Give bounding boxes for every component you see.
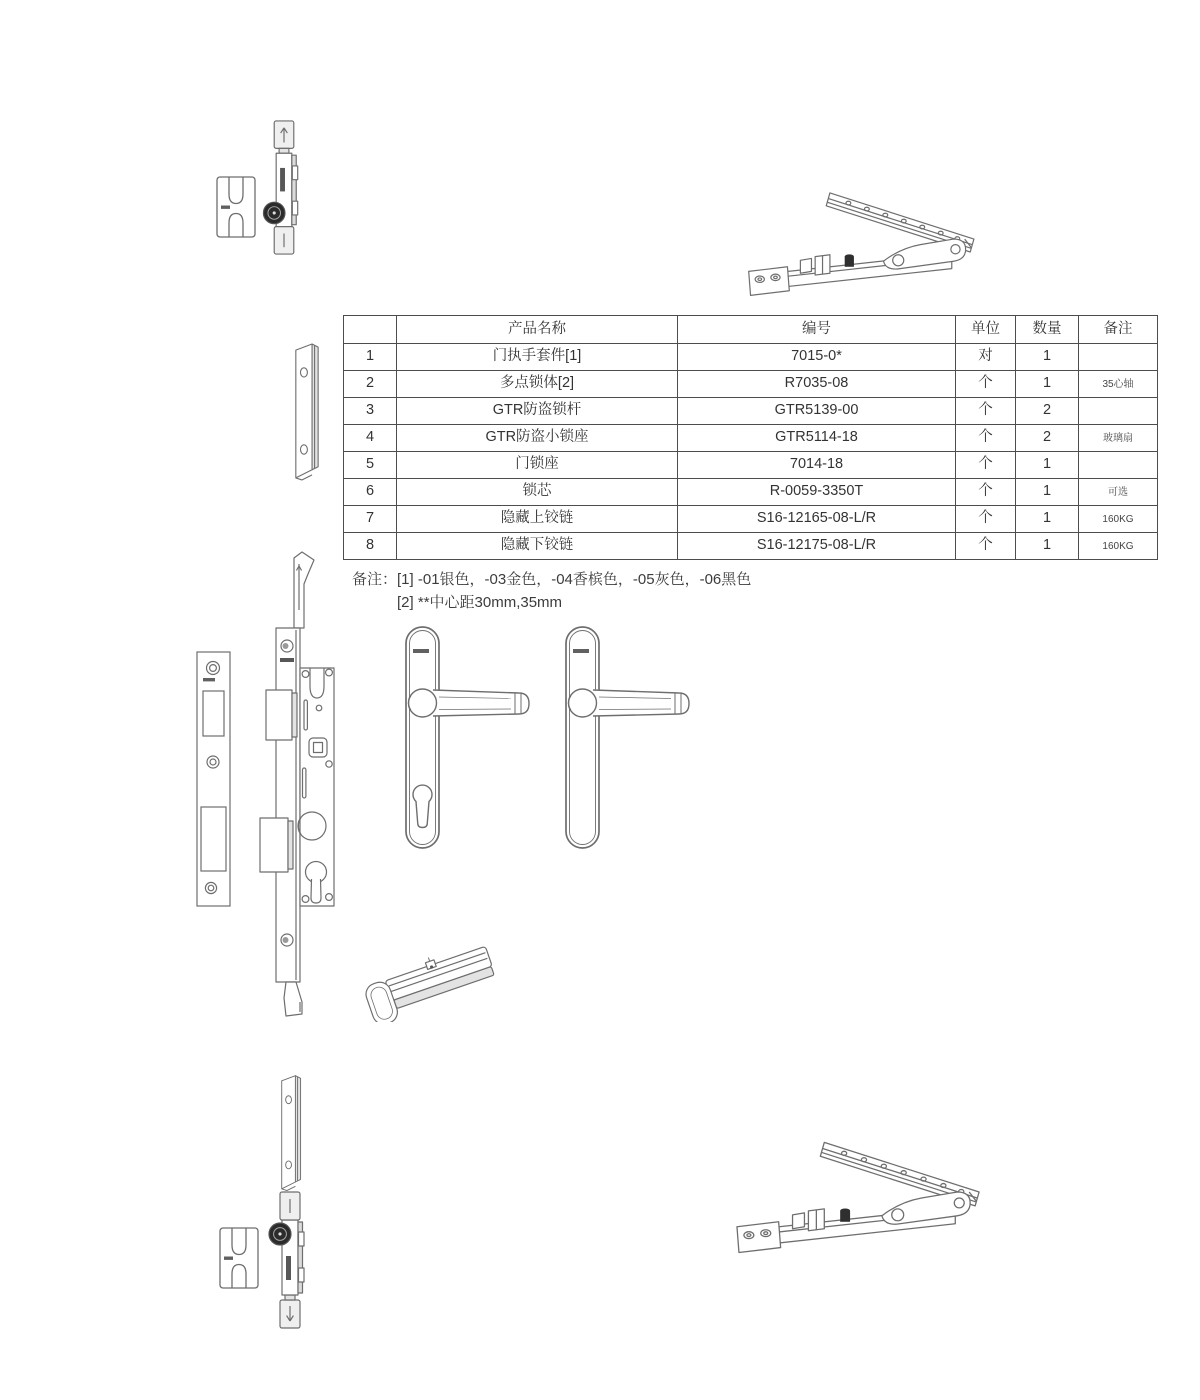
table-cell-unit: 个 [956,371,1016,398]
parts-table-body [344,344,1158,560]
notes-line-1: [1] -01银色，-03金色，-04香槟色，-05灰色，-06黑色 [397,571,752,588]
door-handle-plain-drawing [563,624,703,854]
table-row [344,479,1158,506]
multi-point-lock-body-drawing [256,550,368,1020]
table-cell-no: 7 [344,506,397,533]
table-cell-qty: 1 [1016,452,1079,479]
table-cell-no: 3 [344,398,397,425]
table-cell-name: 锁芯 [397,479,678,506]
table-cell-unit: 对 [956,344,1016,371]
door-strike-plate-drawing [194,650,236,910]
column-header: 单位 [956,316,1016,344]
table-cell-note: 160KG [1079,533,1158,560]
table-row [344,398,1158,425]
table-cell-name: GTR防盗小锁座 [397,425,678,452]
lock-seat-plate-bottom-drawing [270,1074,314,1194]
anti-theft-lock-seat-bracket-bottom-drawing [218,1226,260,1290]
table-cell-unit: 个 [956,506,1016,533]
anti-theft-lock-rod-top-drawing [260,119,308,256]
table-cell-name: 隐藏上铰链 [397,506,678,533]
table-cell-unit: 个 [956,479,1016,506]
table-cell-no: 4 [344,425,397,452]
notes-label: 备注： [352,571,398,588]
table-cell-code: 7014-18 [678,452,956,479]
lock-cylinder-drawing [362,910,510,1022]
table-cell-code: S16-12175-08-L/R [678,533,956,560]
parts-table-header-row [344,316,1158,344]
table-cell-note: 玻璃扇 [1079,425,1158,452]
table-cell-name: GTR防盗锁杆 [397,398,678,425]
concealed-top-hinge-drawing [745,176,985,304]
column-header: 编号 [678,316,956,344]
table-cell-qty: 1 [1016,371,1079,398]
table-cell-name: 隐藏下铰链 [397,533,678,560]
concealed-bottom-hinge-drawing [733,1116,991,1270]
table-cell-unit: 个 [956,452,1016,479]
table-cell-qty: 1 [1016,533,1079,560]
small-lock-seat-plate-drawing [282,342,334,484]
table-cell-code: R-0059-3350T [678,479,956,506]
table-cell-code: S16-12165-08-L/R [678,506,956,533]
table-cell-note: 可选 [1079,479,1158,506]
table-cell-note: 160KG [1079,506,1158,533]
anti-theft-lock-rod-bottom-drawing [266,1190,314,1330]
table-row [344,344,1158,371]
table-cell-unit: 个 [956,533,1016,560]
table-row [344,371,1158,398]
table-cell-no: 2 [344,371,397,398]
table-cell-name: 多点锁体[2] [397,371,678,398]
table-cell-qty: 1 [1016,506,1079,533]
anti-theft-lock-seat-bracket-top-drawing [215,175,257,239]
table-cell-no: 5 [344,452,397,479]
table-cell-qty: 2 [1016,425,1079,452]
table-cell-no: 6 [344,479,397,506]
table-cell-qty: 1 [1016,344,1079,371]
table-row [344,506,1158,533]
table-cell-no: 8 [344,533,397,560]
column-header: 产品名称 [397,316,678,344]
table-cell-note [1079,452,1158,479]
column-header: 数量 [1016,316,1079,344]
table-cell-name: 门执手套件[1] [397,344,678,371]
door-handle-with-cylinder-hole-drawing [403,624,543,854]
notes-line-2: [2] **中心距30mm,35mm [397,594,563,611]
table-cell-note: 35心轴 [1079,371,1158,398]
table-cell-unit: 个 [956,398,1016,425]
table-cell-note [1079,344,1158,371]
table-row [344,425,1158,452]
table-cell-note [1079,398,1158,425]
table-cell-qty: 2 [1016,398,1079,425]
table-row [344,533,1158,560]
table-cell-name: 门锁座 [397,452,678,479]
table-cell-qty: 1 [1016,479,1079,506]
table-cell-no: 1 [344,344,397,371]
table-cell-code: GTR5114-18 [678,425,956,452]
parts-table [343,315,1158,560]
column-header [344,316,397,344]
table-cell-code: GTR5139-00 [678,398,956,425]
table-cell-unit: 个 [956,425,1016,452]
column-header: 备注 [1079,316,1158,344]
table-cell-code: R7035-08 [678,371,956,398]
table-notes [352,568,751,614]
table-row [344,452,1158,479]
table-cell-code: 7015-0* [678,344,956,371]
